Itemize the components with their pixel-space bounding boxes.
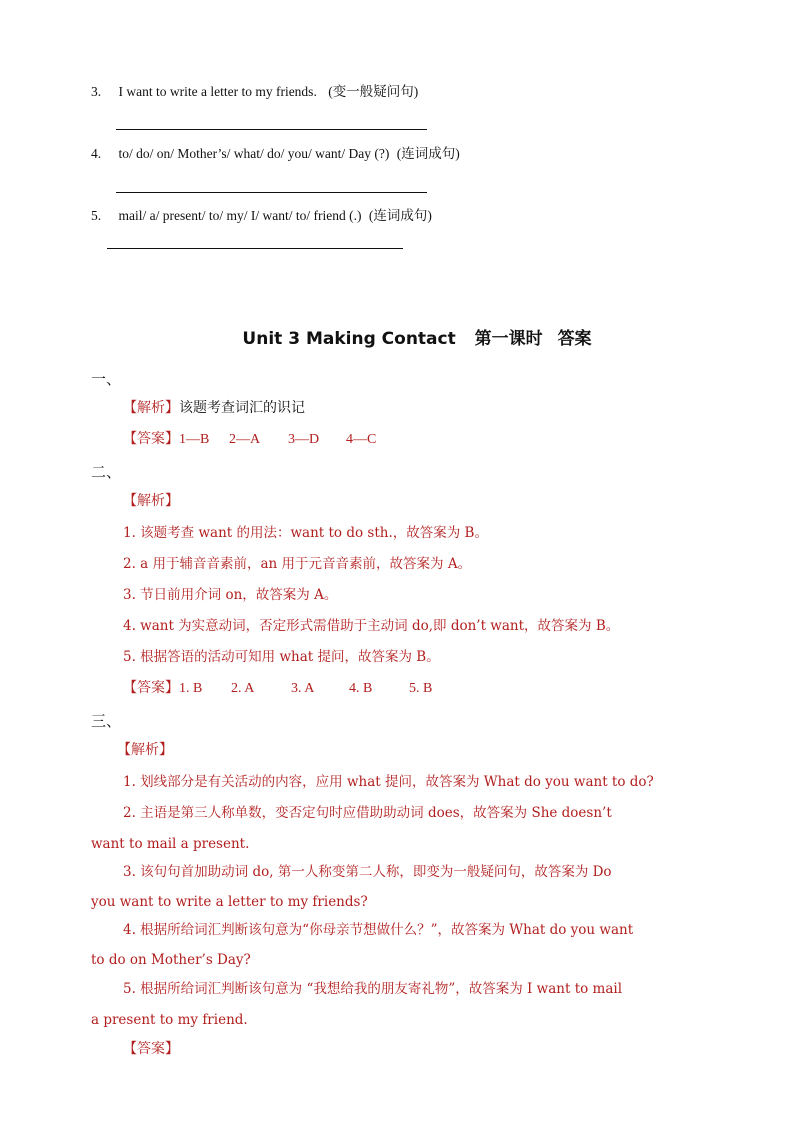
exercise-5 [91,207,432,225]
section-1-marker: 一、 [91,370,122,388]
answer-item: 2—A [229,432,261,447]
answer-tag: 【答案】 [123,680,179,696]
answer-item: 1—B [179,432,210,447]
answer-tag: 【答案】 [123,431,179,447]
section-2-answer [123,679,432,698]
section-2-item-1: 1. 该题考查 want 的用法：want to do sth.，故答案为 B。 [123,525,488,541]
exercise-text: to/ do/ on/ Mother’s/ what/ do/ you/ want/ Day (?) [118,146,390,161]
title-en: Unit 3 Making Contact [242,329,456,349]
exercise-number: 4. [91,146,102,161]
section-2-item-4: 4. want 为实意动词，否定形式需借助于主动词 do,即 don’t want，故答案为 B。 [123,618,620,634]
title-zh-lesson: 第一课时 [474,329,543,349]
answer-item: 4—C [346,432,377,447]
answer-blank-5[interactable] [107,248,403,249]
section-3-line-7: to do on Mother’s Day? [91,952,251,968]
section-3-answer-tag: 【答案】 [123,1041,179,1057]
section-2-marker: 二、 [91,463,122,481]
answer-item: 3. A [291,681,315,696]
page-title [0,324,794,349]
section-2-item-5: 5. 根据答语的活动可知用 what 提问，故答案为 B。 [123,649,440,665]
section-3-line-9: a present to my friend. [91,1012,248,1028]
answer-item: 1. B [179,681,203,696]
section-1-answer [123,430,376,449]
section-3-line-2: 2. 主语是第三人称单数，变否定句时应借助助动词 does，故答案为 She doesn’t [123,805,612,821]
exercise-hint: (连词成句) [396,146,460,161]
exercise-3 [91,83,418,101]
section-1-analysis [123,399,305,417]
section-2-item-2: 2. a 用于辅音音素前，an 用于元音音素前，故答案为 A。 [123,556,472,572]
section-3-line-8: 5. 根据所给词汇判断该句意为 “我想给我的朋友寄礼物”，故答案为 I want to mail [123,981,623,997]
exercise-hint: (连词成句) [368,208,432,223]
exercise-number: 5. [91,208,102,223]
exercise-text: I want to write a letter to my friends. [118,84,317,99]
title-zh-answer: 答案 [557,329,592,349]
section-2-item-3: 3. 节日前用介词 on，故答案为 A。 [123,587,338,603]
analysis-tag: 【解析】 [123,400,179,416]
answer-item: 4. B [349,681,373,696]
answer-item: 3—D [288,432,320,447]
section-3-line-5: you want to write a letter to my friends? [91,894,368,910]
answer-blank-3[interactable] [116,129,427,130]
section-3-line-1: 1. 划线部分是有关活动的内容，应用 what 提问，故答案为 What do you want to do? [123,774,654,790]
section-3-marker: 三、 [91,712,122,730]
exercise-4 [91,145,460,163]
section-3-analysis-tag: 【解析】 [117,742,173,758]
section-2-analysis-tag: 【解析】 [123,493,179,509]
exercise-number: 3. [91,84,102,99]
exercise-hint: (变一般疑问句) [328,84,419,99]
answer-item: 5. B [409,681,433,696]
exercise-text: mail/ a/ present/ to/ my/ I/ want/ to/ friend (.) [118,208,362,223]
answer-item: 2. A [231,681,255,696]
analysis-text: 该题考查词汇的识记 [179,400,305,416]
section-3-line-3: want to mail a present. [91,836,250,852]
section-3-line-4: 3. 该句句首加助动词 do, 第一人称变第二人称，即变为一般疑问句，故答案为 Do [123,864,612,880]
section-3-line-6: 4. 根据所给词汇判断该句意为“你母亲节想做什么？”，故答案为 What do you want [123,922,634,938]
answer-blank-4[interactable] [116,192,427,193]
